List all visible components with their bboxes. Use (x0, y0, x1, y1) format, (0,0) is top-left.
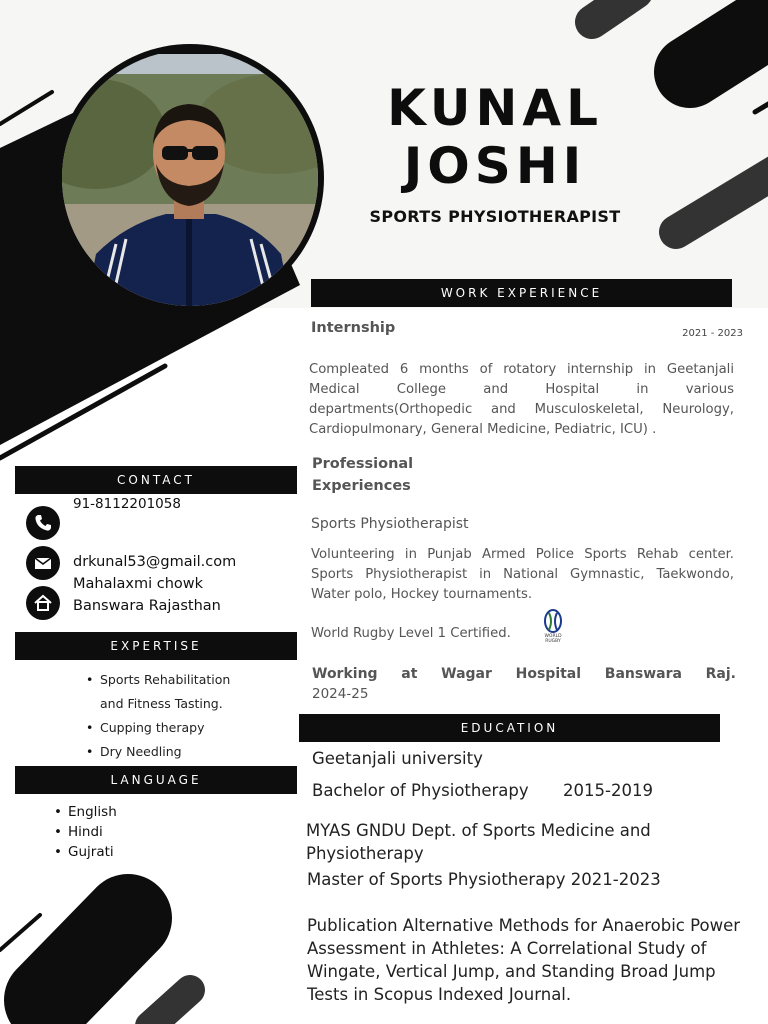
language-heading: LANGUAGE (15, 766, 297, 794)
expertise-heading: EXPERTISE (15, 632, 297, 660)
internship-dates: 2021 - 2023 (682, 328, 743, 339)
work-experience-heading: WORK EXPERIENCE (311, 279, 732, 307)
current-job: Working at Wagar Hospital Banswara Raj. (312, 666, 736, 682)
bottom-left-black-pill (48, 918, 128, 1000)
top-right-gray-pill (592, 0, 636, 22)
bottom-left-thin-stripe (0, 915, 40, 950)
school-1: Geetanjali university (312, 749, 483, 768)
first-name: KUNAL (387, 79, 603, 137)
current-job-years: 2024-25 (312, 686, 369, 702)
language-gujrati: Gujrati (68, 844, 114, 860)
sports-physio-role: Sports Physiotherapist (311, 516, 469, 532)
phone-icon (26, 506, 60, 540)
volunteer-description: Volunteering in Punjab Armed Police Sports Rehab center. Sports Physiotherapist in National Gymnastic, Taekwondo, Water polo, Hockey tournaments. (311, 547, 734, 602)
degree-1: Bachelor of Physiotherapy (312, 781, 529, 800)
envelope-icon (26, 546, 60, 580)
home-icon (26, 586, 60, 620)
contact-heading: CONTACT (15, 466, 297, 494)
address-line1: Mahalaxmi chowk (73, 576, 204, 592)
language-item (52, 802, 117, 822)
profile-photo (56, 54, 324, 306)
publication: Publication Alternative Methods for Anaerobic Power Assessment in Athletes: A Correlational Study of Wingate, Vertical Jump, and Standing Broad Jump Tests in Scopus Indexed Journal. (307, 916, 741, 1004)
professional-heading-line2: Experiences (312, 478, 411, 494)
address-line2: Banswara Rajasthan (73, 598, 221, 614)
last-name: JOSHI (403, 137, 587, 195)
internship-title: Internship (311, 320, 396, 336)
logo-text-line1: WORLD (544, 634, 562, 639)
certification-text: World Rugby Level 1 Certified. (311, 626, 511, 641)
degree-1-years: 2015-2019 (563, 781, 653, 800)
internship-description: Compleated 6 months of rotatory internship in Geetanjali Medical College and Hospital in various departments(Orthopedic and Musculoskeletal, Neurology, Cardiopulmonary, General Medicine, Pediatric, ICU) . (309, 362, 734, 437)
professional-heading-line1: Professional (312, 456, 414, 472)
language-item (52, 822, 117, 842)
expertise-item-1b: and Fitness Tasting. (100, 696, 223, 711)
top-left-thin-stripe (0, 92, 52, 124)
expertise-item-2: Cupping therapy (100, 720, 205, 735)
email-address[interactable]: drkunal53@gmail.com (73, 554, 237, 570)
logo-text-line2: RUGBY (545, 639, 561, 644)
world-rugby-logo (540, 609, 566, 647)
expertise-item (84, 668, 230, 716)
expertise-item-1a: Sports Rehabilitation (100, 672, 231, 687)
job-title: SPORTS PHYSIOTHERAPIST (369, 207, 621, 226)
language-list (52, 802, 117, 862)
education-heading: EDUCATION (299, 714, 720, 742)
expertise-item-3: Dry Needling (100, 744, 182, 759)
degree-2: Master of Sports Physiotherapy 2021-2023 (307, 870, 661, 889)
expertise-list (84, 668, 230, 764)
language-item (52, 842, 117, 862)
expertise-item (84, 740, 230, 764)
school-2: MYAS GNDU Dept. of Sports Medicine and Physiotherapy (306, 821, 651, 863)
language-english: English (68, 804, 117, 820)
top-right-black-pill (690, 16, 768, 72)
phone-number[interactable]: 91-8112201058 (73, 496, 181, 512)
right-gray-pill (676, 168, 768, 232)
bottom-left-gray-pill (150, 990, 190, 1024)
right-thin-stripe (755, 94, 768, 112)
language-hindi: Hindi (68, 824, 103, 840)
expertise-item (84, 716, 230, 740)
